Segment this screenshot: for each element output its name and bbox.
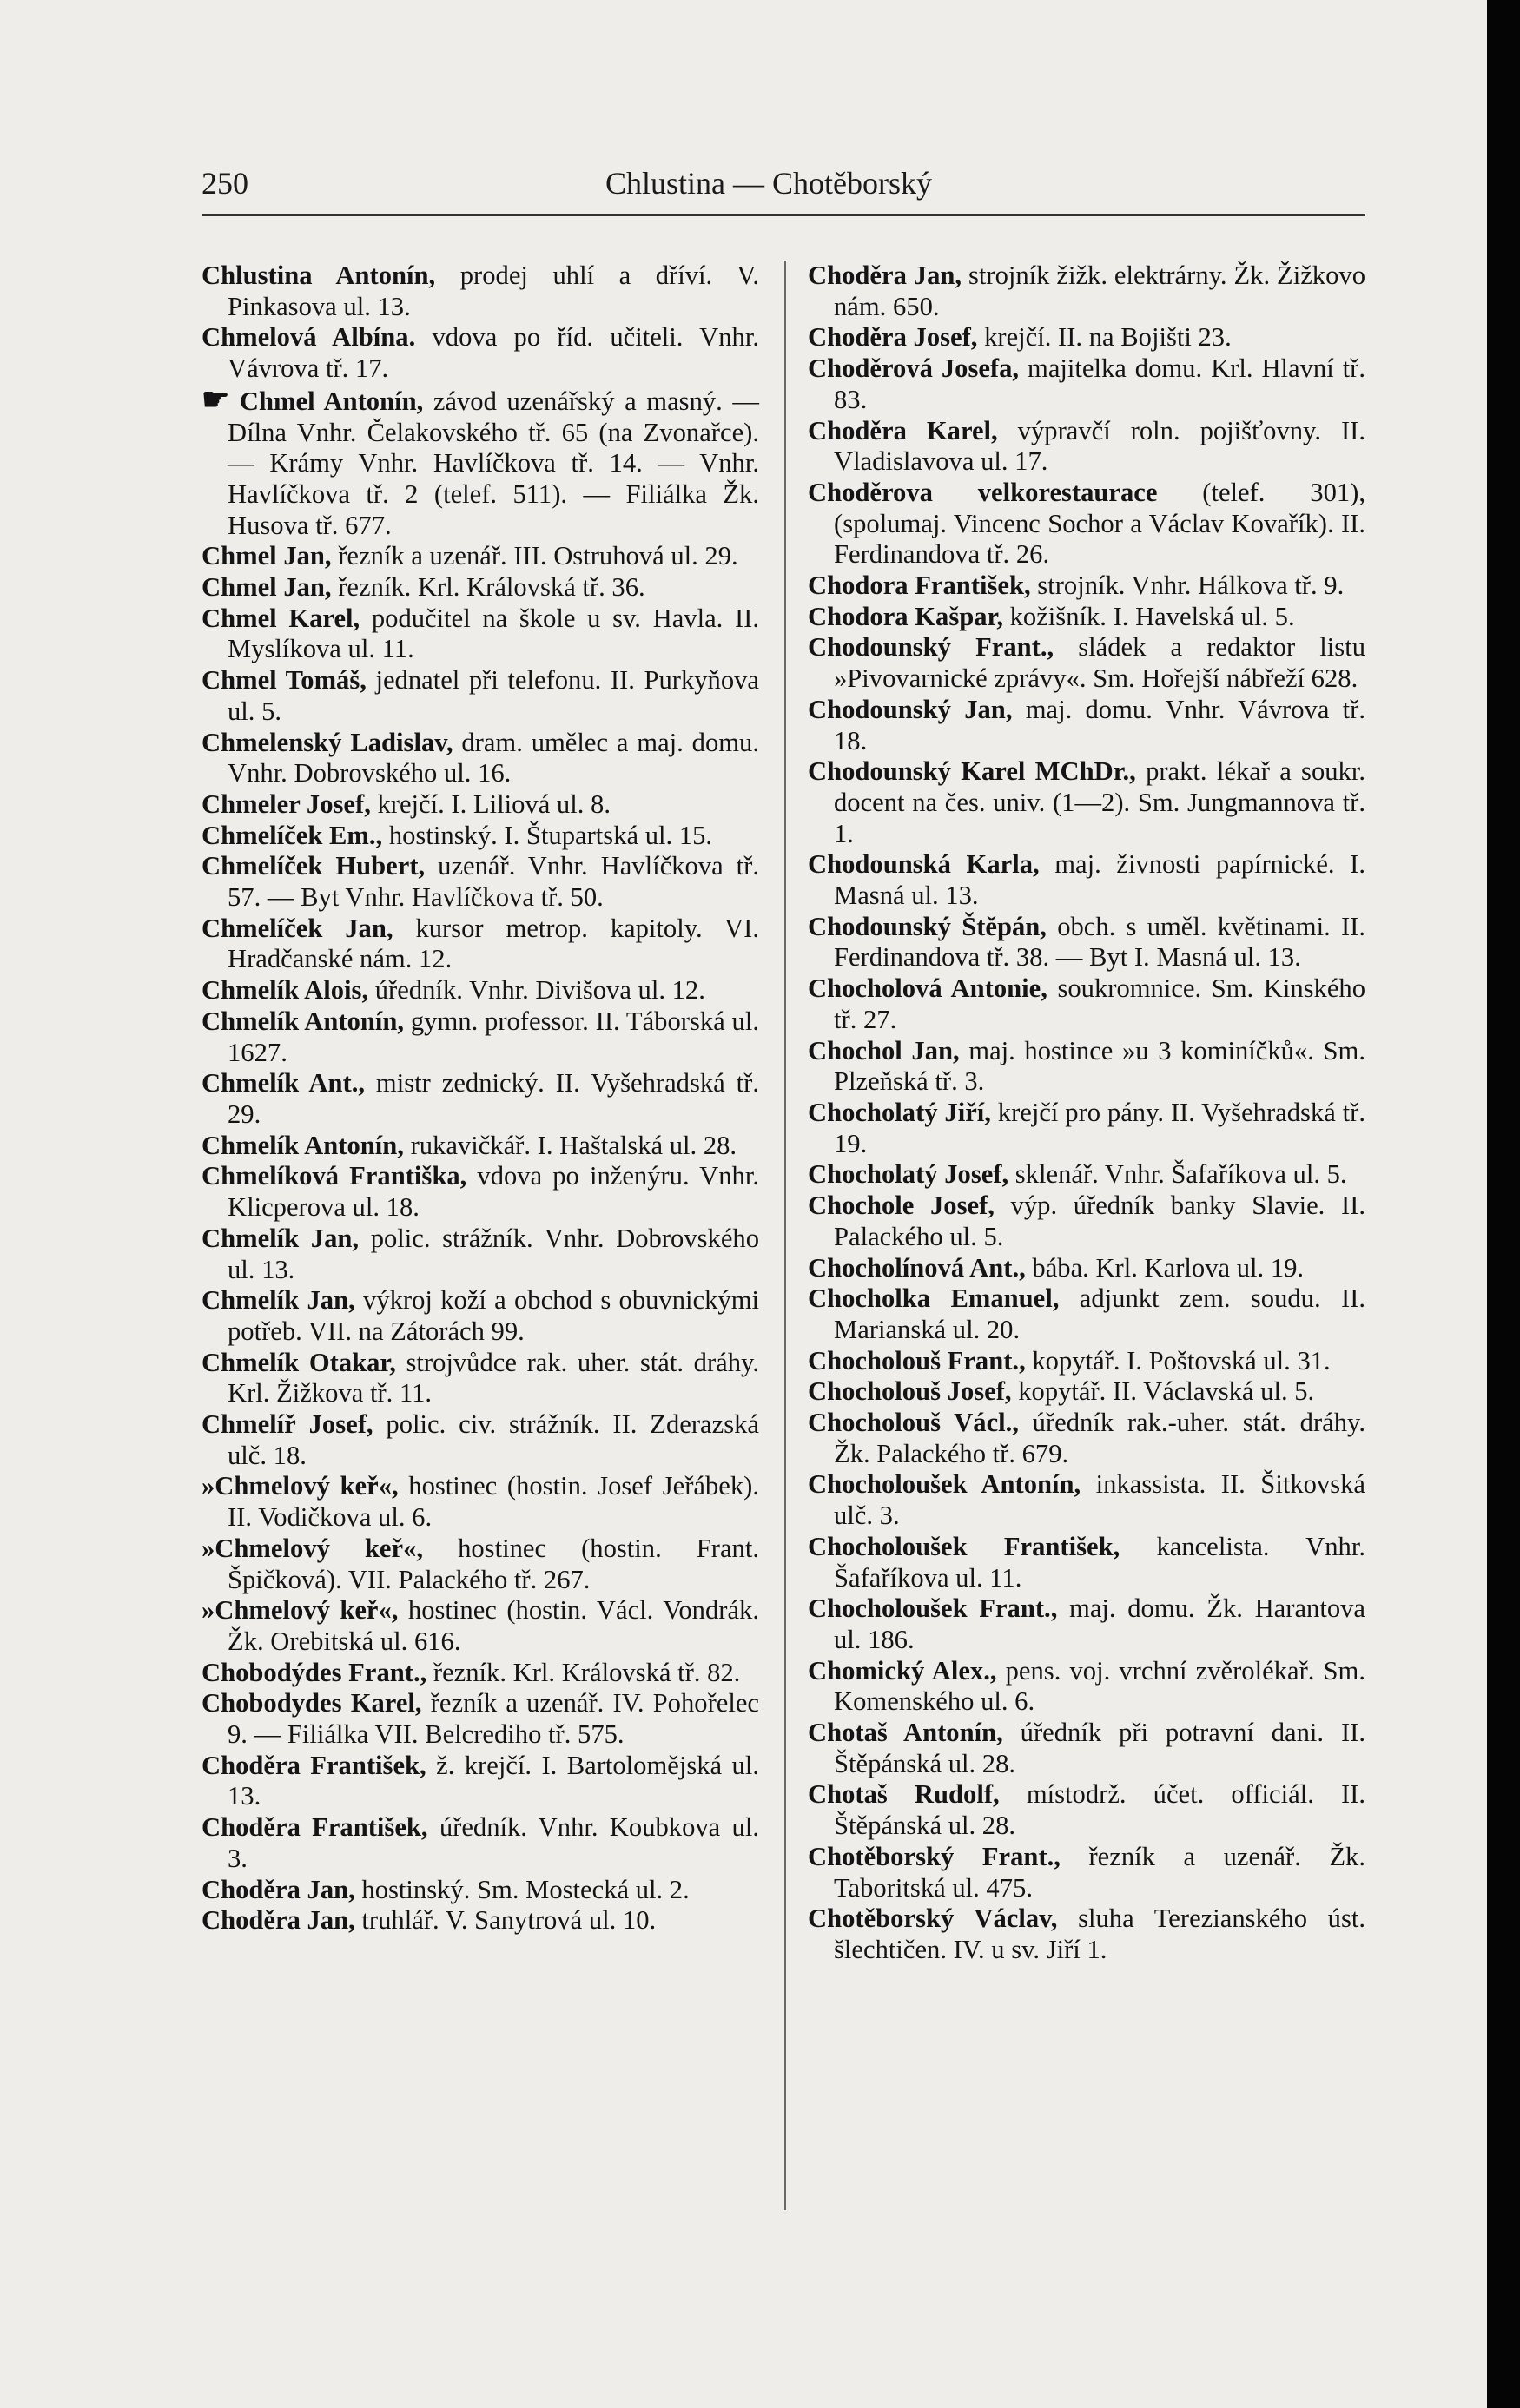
directory-entry	[202, 1658, 759, 1689]
entry-details: rukavičkář. I. Haštalská ul. 28.	[403, 1130, 737, 1160]
entry-name: Chotaš Antonín,	[808, 1718, 1003, 1748]
directory-entry	[808, 1159, 1365, 1191]
entry-name: Chocholouš Josef,	[808, 1376, 1012, 1407]
directory-entry	[202, 1224, 759, 1285]
directory-entry	[202, 541, 759, 572]
entry-name: Chodora Kašpar,	[808, 601, 1003, 631]
directory-entry	[808, 849, 1365, 911]
directory-entry	[202, 1688, 759, 1750]
entry-name: Chmelíček Hubert,	[202, 851, 426, 881]
directory-entry	[808, 695, 1365, 756]
directory-entry	[808, 1408, 1365, 1469]
entry-name: Chodounský Frant.,	[808, 632, 1054, 663]
directory-entry	[202, 1905, 759, 1936]
directory-entry	[808, 571, 1365, 602]
entry-details: výkroj koží a obchod s obuvnickými potřeb. VII. na Zátorách 99.	[228, 1285, 759, 1346]
entry-name: Choděra Jan,	[202, 1905, 355, 1936]
pointing-hand-icon: ☛	[202, 381, 230, 417]
directory-entry	[202, 728, 759, 789]
entry-details: adjunkt zem. soudu. II. Marianská ul. 20.	[834, 1283, 1366, 1344]
entry-details: podučitel na škole u sv. Havla. II. Myslíkova ul. 11.	[228, 603, 759, 664]
entry-details: strojník žižk. elektrárny. Žk. Žižkovo nám. 650.	[834, 261, 1365, 321]
entry-details: maj. domu. Žk. Harantova ul. 186.	[834, 1593, 1365, 1654]
directory-entry	[202, 322, 759, 384]
directory-entry	[808, 1532, 1365, 1593]
entry-details: prakt. lékař a soukr. docent na čes. univ. (1—2). Sm. Jungmannova tř. 1.	[834, 756, 1365, 848]
entry-name: Choděra František,	[202, 1812, 428, 1843]
directory-entry	[808, 261, 1365, 322]
directory-entry	[202, 1068, 759, 1130]
entry-details: hostinský. Sm. Mostecká ul. 2.	[354, 1874, 690, 1904]
entry-name: Chmel Jan,	[202, 572, 332, 603]
entry-name: Chotěborský Václav,	[808, 1903, 1058, 1934]
entry-name: Chmelík Ant.,	[202, 1068, 366, 1098]
entry-details: závod uzenářský a masný. — Dílna Vnhr. Čelakovského tř. 65 (na Zvonařce). — Krámy Vnhr. Havlíčkova tř. 14. — Vnhr. Havlíčkova tř. 2 (telef. 511). — Filiálka Žk. Husova tř. 677.	[228, 386, 759, 540]
entry-name: Chmelík Jan,	[202, 1223, 360, 1253]
entry-details: kožišník. I. Havelská ul. 5.	[1002, 601, 1295, 631]
entry-name: Chmelíková Františka,	[202, 1161, 467, 1191]
directory-entry	[202, 572, 759, 604]
page-number: 250	[202, 166, 248, 201]
entry-name: Chochole Josef,	[808, 1191, 995, 1221]
directory-entry	[808, 1253, 1365, 1284]
entry-details: strojník. Vnhr. Hálkova tř. 9.	[1030, 571, 1345, 601]
entry-name: Chocholoušek František,	[808, 1531, 1120, 1561]
directory-entry	[202, 1409, 759, 1471]
entry-details: dram. umělec a maj. domu. Vnhr. Dobrovského ul. 16.	[228, 727, 759, 788]
entry-details: hostinec (hostin. Václ. Vondrák. Žk. Orebitská ul. 616.	[228, 1595, 759, 1656]
directory-entry	[202, 1534, 759, 1595]
directory-entry	[202, 1751, 759, 1812]
entry-name: Chocholouš Frant.,	[808, 1345, 1026, 1376]
entry-name: Chmel Tomáš,	[202, 665, 367, 696]
entry-details: sklenář. Vnhr. Šafaříkova ul. 5.	[1008, 1159, 1347, 1190]
directory-entry	[808, 1593, 1365, 1655]
entry-details: obch. s uměl. květinami. II. Ferdinandova tř. 38. — Byt I. Masná ul. 13.	[834, 911, 1366, 973]
directory-entry	[202, 975, 759, 1006]
entry-details: výpravčí roln. pojišťovny. II. Vladislavova ul. 17.	[834, 415, 1365, 477]
entry-name: Chmelová Albína.	[202, 322, 416, 353]
entry-name: Chmelík Antonín,	[202, 1006, 405, 1036]
entry-details: řezník a uzenář. IV. Pohořelec 9. — Filiálka VII. Belcrediho tř. 575.	[228, 1688, 759, 1750]
entry-details: krejčí. II. na Bojišti 23.	[977, 322, 1232, 353]
entry-name: Chocholatý Josef,	[808, 1159, 1009, 1190]
directory-entry	[202, 914, 759, 975]
entry-details: inkassista. II. Šitkovská ulč. 3.	[834, 1469, 1365, 1531]
directory-entry	[202, 1595, 759, 1657]
entry-details: pens. voj. vrchní zvěrolékař. Sm. Komenského ul. 6.	[834, 1655, 1365, 1717]
directory-entry	[808, 416, 1365, 478]
entry-details: kancelista. Vnhr. Šafaříkova ul. 11.	[834, 1531, 1365, 1593]
directory-entry	[808, 1036, 1365, 1098]
directory-entry	[202, 789, 759, 821]
directory-entry	[202, 604, 759, 665]
entry-details: řezník a uzenář. III. Ostruhová ul. 29.	[331, 541, 738, 571]
entry-name: Choděrová Josefa,	[808, 353, 1020, 384]
entry-details: strojvůdce rak. uher. stát. dráhy. Krl. Žižkova tř. 11.	[228, 1347, 759, 1409]
entry-name: Choděrova velkorestaurace	[808, 477, 1158, 507]
entry-details: krejčí pro pány. II. Vyšehradská tř. 19.	[834, 1097, 1365, 1158]
entry-name: Chmelík Alois,	[202, 975, 369, 1006]
entry-details: polic. civ. strážník. II. Zderazská ulč. 18.	[228, 1409, 759, 1470]
entry-name: Chobodýdes Frant.,	[202, 1657, 427, 1687]
directory-entry	[808, 1779, 1365, 1841]
entry-name: Choděra Jan,	[202, 1874, 355, 1904]
directory-entry	[808, 1842, 1365, 1903]
entry-name: Choděra František,	[202, 1750, 426, 1780]
entry-details: hostinec (hostin. Josef Jeřábek). II. Vodičkova ul. 6.	[228, 1471, 759, 1533]
entry-name: Choděra Karel,	[808, 415, 998, 445]
entry-details: sládek a redaktor listu »Pivovarnické zprávy«. Sm. Hořejší nábřeží 628.	[834, 632, 1365, 694]
directory-entry	[202, 1161, 759, 1223]
entry-details: soukromnice. Sm. Kinského tř. 27.	[834, 973, 1366, 1034]
entry-name: Chmel Jan,	[202, 541, 332, 571]
entry-details: jednatel při telefonu. II. Purkyňova ul. 5.	[228, 665, 760, 726]
directory-entry	[808, 756, 1365, 849]
entry-details: krejčí. I. Liliová ul. 8.	[370, 788, 611, 819]
entry-name: »Chmelový keř«,	[202, 1595, 399, 1626]
running-head: Chlustina — Chotěborský	[605, 166, 932, 201]
entry-name: Chmel Antonín,	[239, 386, 424, 416]
entry-details: řezník. Krl. Královská tř. 82.	[426, 1657, 741, 1687]
entry-name: Choděra Jan,	[808, 261, 962, 290]
entry-details: úředník. Vnhr. Divišova ul. 12.	[368, 975, 705, 1006]
entry-details: řezník. Krl. Královská tř. 36.	[331, 572, 645, 603]
left-column	[202, 261, 759, 1936]
entry-name: Chocholoušek Frant.,	[808, 1593, 1058, 1624]
entry-name: Chmelík Antonín,	[202, 1130, 404, 1160]
entry-details: úředník rak.-uher. stát. dráhy. Žk. Palackého tř. 679.	[834, 1408, 1365, 1468]
directory-entry	[202, 1285, 759, 1347]
entry-name: Chmelenský Ladislav,	[202, 727, 453, 757]
entry-details: ž. krejčí. I. Bartolomějská ul. 13.	[228, 1750, 759, 1811]
entry-name: Chodounský Karel MChDr.,	[808, 756, 1136, 787]
directory-entry	[202, 1131, 759, 1162]
entry-details: polic. strážník. Vnhr. Dobrovského ul. 13.	[228, 1223, 760, 1284]
entry-name: Chocholatý Jiří,	[808, 1097, 991, 1127]
directory-entry	[808, 322, 1365, 353]
entry-name: Chodounská Karla,	[808, 849, 1040, 880]
directory-entry	[808, 1191, 1365, 1252]
entry-details: majitelka domu. Krl. Hlavní tř. 83.	[834, 353, 1365, 414]
directory-entry	[202, 1812, 759, 1874]
header-rule	[202, 214, 1365, 216]
directory-entry	[202, 1348, 759, 1409]
entry-name: Chomický Alex.,	[808, 1655, 997, 1686]
entry-name: Chocholínová Ant.,	[808, 1252, 1026, 1283]
scan-edge	[1487, 0, 1520, 2408]
entry-details: gymn. professor. II. Táborská ul. 1627.	[228, 1006, 759, 1067]
entry-details: uzenář. Vnhr. Havlíčkova tř. 57. — Byt Vnhr. Havlíčkova tř. 50.	[228, 851, 759, 913]
entry-name: »Chmelový keř«,	[202, 1533, 424, 1563]
entry-details: hostinec (hostin. Frant. Špičková). VII. Palackého tř. 267.	[228, 1533, 759, 1594]
entry-details: sluha Terezianského úst. šlechtičen. IV. u sv. Jiří 1.	[834, 1903, 1365, 1964]
entry-name: Chodora František,	[808, 571, 1031, 601]
directory-entry	[808, 1903, 1365, 1965]
directory-entry	[808, 602, 1365, 633]
directory-entry	[808, 1718, 1365, 1779]
entry-name: Chmelíček Em.,	[202, 820, 383, 850]
directory-entry	[808, 1376, 1365, 1408]
entry-name: Chocholoušek Antonín,	[808, 1469, 1081, 1500]
entry-details: bába. Krl. Karlova ul. 19.	[1025, 1252, 1305, 1283]
page-header	[202, 165, 1365, 205]
entry-name: Chotěborský Frant.,	[808, 1841, 1061, 1871]
entry-details: mistr zednický. II. Vyšehradská tř. 29.	[228, 1068, 759, 1129]
entry-details: (telef. 301), (spolumaj. Vincenc Sochor a Václav Kovařík). II. Ferdinandova tř. 26.	[834, 477, 1365, 570]
directory-entry	[808, 912, 1365, 973]
entry-name: Choděra Josef,	[808, 322, 978, 353]
entry-details: vdova po inženýru. Vnhr. Klicperova ul. 18.	[228, 1161, 760, 1223]
entry-details: úředník při potravní dani. II. Štěpánská ul. 28.	[834, 1718, 1365, 1778]
entry-name: Chmelíř Josef,	[202, 1409, 373, 1440]
entry-name: Chocholouš Václ.,	[808, 1408, 1019, 1438]
entry-details: výp. úředník banky Slavie. II. Palackého ul. 5.	[834, 1191, 1365, 1251]
entry-name: Chmelík Jan,	[202, 1285, 355, 1316]
directory-entry	[808, 353, 1365, 415]
column-divider	[784, 261, 786, 2210]
entry-details: prodej uhlí a dříví. V. Pinkasova ul. 13.	[228, 261, 760, 321]
directory-entry	[808, 1469, 1365, 1531]
entry-details: maj. domu. Vnhr. Vávrova tř. 18.	[834, 694, 1366, 755]
directory-entry	[202, 1875, 759, 1906]
directory-entry	[808, 973, 1365, 1035]
entry-name: Chobodydes Karel,	[202, 1688, 422, 1719]
entry-name: Chmeler Josef,	[202, 788, 371, 819]
directory-entry	[202, 1006, 759, 1068]
entry-name: Chodounský Štěpán,	[808, 911, 1047, 941]
directory-entry	[808, 1098, 1365, 1159]
directory-entry	[202, 381, 759, 542]
entry-name: Chmel Karel,	[202, 603, 360, 633]
entry-name: Chotaš Rudolf,	[808, 1779, 1000, 1810]
entry-details: kopytář. I. Poštovská ul. 31.	[1025, 1345, 1331, 1376]
directory-entry	[808, 1656, 1365, 1718]
directory-entry	[808, 478, 1365, 571]
directory-entry	[202, 665, 759, 727]
directory-entry	[202, 261, 759, 322]
entry-name: Chocholka Emanuel,	[808, 1283, 1060, 1314]
directory-entry	[808, 632, 1365, 694]
entry-details: místodrž. účet. officiál. II. Štěpánská ul. 28.	[834, 1779, 1366, 1841]
entry-details: kopytář. II. Václavská ul. 5.	[1011, 1376, 1315, 1407]
directory-entry	[202, 821, 759, 852]
directory-entry	[808, 1283, 1365, 1345]
directory-entry	[808, 1346, 1365, 1377]
entry-name: »Chmelový keř«,	[202, 1471, 399, 1501]
entry-details: hostinský. I. Štupartská ul. 15.	[382, 820, 713, 850]
right-column	[808, 261, 1365, 1966]
directory-entry	[202, 851, 759, 913]
entry-details: řezník a uzenář. Žk. Taboritská ul. 475.	[834, 1841, 1365, 1903]
entry-name: Chodounský Jan,	[808, 694, 1013, 724]
entry-name: Chocholová Antonie,	[808, 973, 1047, 1004]
entry-name: Chmelíček Jan,	[202, 913, 393, 943]
entry-name: Chmelík Otakar,	[202, 1347, 396, 1377]
entry-details: truhlář. V. Sanytrová ul. 10.	[354, 1905, 657, 1936]
entry-details: maj. živnosti papírnické. I. Masná ul. 13.	[834, 849, 1365, 911]
entry-details: kursor metrop. kapitoly. VI. Hradčanské nám. 12.	[228, 913, 759, 974]
entry-name: Chochol Jan,	[808, 1035, 960, 1065]
entry-details: maj. hostince »u 3 kominíčků«. Sm. Plzeňská tř. 3.	[834, 1035, 1365, 1097]
entry-name: Chlustina Antonín,	[202, 261, 436, 290]
entry-details: vdova po říd. učiteli. Vnhr. Vávrova tř. 17.	[228, 322, 760, 384]
entry-details: úředník. Vnhr. Koubkova ul. 3.	[228, 1812, 759, 1873]
directory-entry	[202, 1471, 759, 1533]
